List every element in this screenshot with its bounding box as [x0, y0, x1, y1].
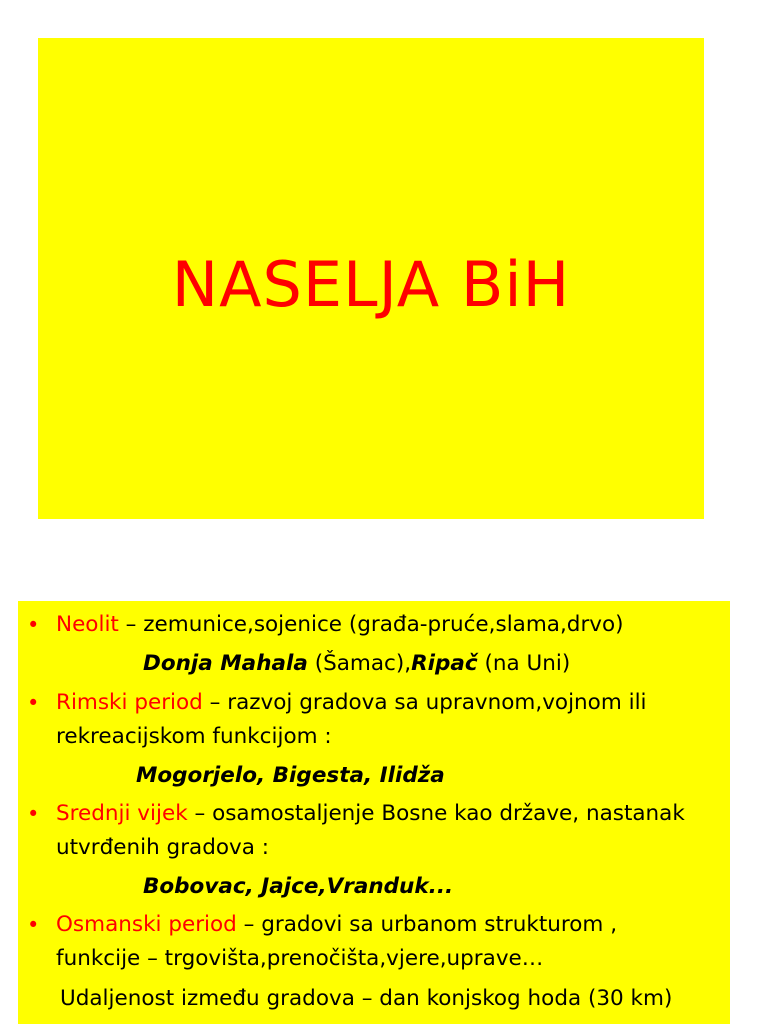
sites-neolit — [143, 647, 570, 681]
site-ripac: Ripač — [411, 651, 478, 676]
period-text-rimski-1: – razvoj gradova sa upravnom,vojnom ili — [202, 690, 647, 715]
site-ripac-note: (na Uni) — [477, 651, 571, 676]
period-label-osmanski: Osmanski period — [56, 912, 237, 937]
bullet-srednji — [18, 797, 768, 865]
period-text-osmanski-2: funkcije – trgovišta,prenočišta,vjere,uprave… — [56, 946, 544, 971]
sites-rimski-text: Mogorjelo, Bigesta, Ilidža — [136, 763, 445, 788]
slide-title: NASELJA BiH — [171, 248, 571, 321]
period-label-neolit: Neolit — [56, 612, 119, 637]
title-slide — [38, 38, 704, 519]
content-slide — [18, 601, 730, 1024]
sites-srednji — [143, 870, 453, 904]
bullet-dot-icon: • — [27, 613, 40, 637]
period-text-srednji-1: – osamostaljenje Bosne kao države, nastanak — [187, 801, 685, 826]
period-text-srednji-2: utvrđenih gradova : — [56, 835, 269, 860]
sites-rimski — [136, 759, 445, 793]
site-donja-mahala-note: (Šamac), — [307, 651, 412, 676]
period-text-osmanski-1: – gradovi sa urbanom strukturom , — [236, 912, 618, 937]
bullet-neolit — [18, 608, 768, 642]
bullet-rimski — [18, 686, 768, 754]
period-label-srednji: Srednji vijek — [56, 801, 188, 826]
distance-note — [60, 982, 672, 1016]
distance-note-text: Udaljenost između gradova – dan konjskog hoda (30 km) — [60, 986, 673, 1011]
period-label-rimski: Rimski period — [56, 690, 203, 715]
period-text-rimski-2: rekreacijskom funkcijom : — [56, 724, 332, 749]
bullet-dot-icon: • — [27, 691, 40, 715]
site-donja-mahala: Donja Mahala — [143, 651, 308, 676]
period-text-neolit: – zemunice,sojenice (građa-pruće,slama,drvo) — [118, 612, 624, 637]
bullet-dot-icon: • — [27, 802, 40, 826]
sites-srednji-text: Bobovac, Jajce,Vranduk... — [143, 874, 454, 899]
bullet-osmanski — [18, 908, 768, 976]
bullet-dot-icon: • — [27, 913, 40, 937]
